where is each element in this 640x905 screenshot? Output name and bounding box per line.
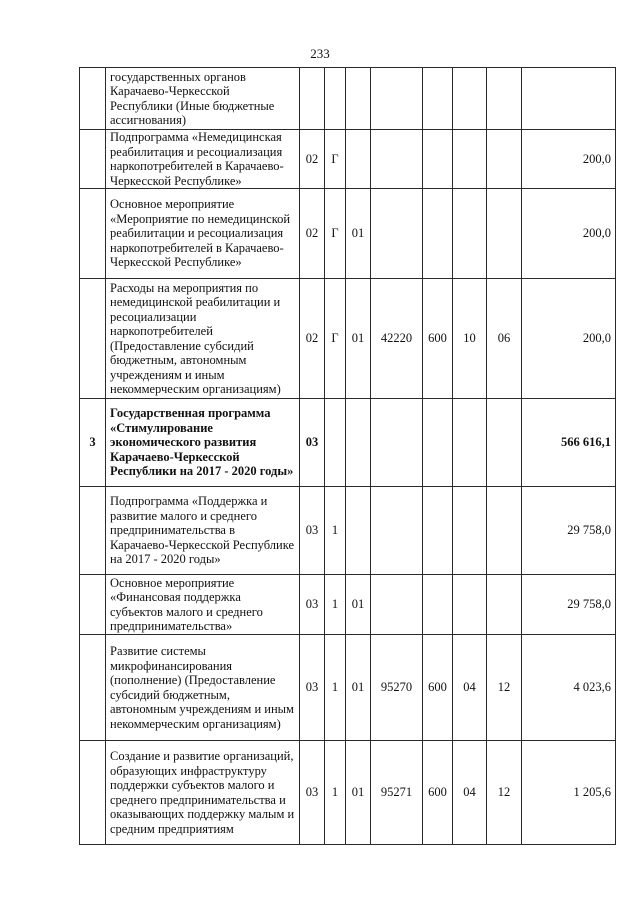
row-number: [80, 68, 106, 130]
code-direction: [371, 575, 423, 635]
table-row: [80, 575, 616, 635]
table-row: [80, 130, 616, 189]
code-direction: 95270: [371, 635, 423, 741]
row-amount: 566 616,1: [522, 399, 616, 487]
code-program: 02: [300, 130, 325, 189]
row-number: [80, 189, 106, 279]
code-subprogram: Г: [325, 130, 346, 189]
code-subsection: [487, 130, 522, 189]
row-amount: [522, 68, 616, 130]
code-expense-type: [423, 575, 453, 635]
code-section: [453, 189, 487, 279]
code-subprogram: Г: [325, 279, 346, 399]
row-name: Подпрограмма «Поддержка и развитие малого и среднего предпринимательства в Карачаево-Черкесской Республике на 2017 - 2020 годы»: [106, 487, 300, 575]
code-event: 01: [346, 575, 371, 635]
row-name: Подпрограмма «Немедицинская реабилитация и ресоциализация наркопотребителей в Карачаево-Черкесской Республике»: [106, 130, 300, 189]
code-program: [300, 68, 325, 130]
code-direction: 42220: [371, 279, 423, 399]
code-expense-type: 600: [423, 635, 453, 741]
row-number: 3: [80, 399, 106, 487]
code-section: [453, 487, 487, 575]
budget-table-body: [80, 68, 616, 845]
row-number: [80, 279, 106, 399]
code-expense-type: [423, 68, 453, 130]
row-amount: 29 758,0: [522, 575, 616, 635]
row-name: Расходы на мероприятия по немедицинской реабилитации и ресоциализации наркопотребителей (Предоставление субсидий бюджетным, автономным учреждениям и иным некоммерческим организациям): [106, 279, 300, 399]
row-name: Создание и развитие организаций, образующих инфраструктуру поддержки субъектов малого и среднего предпринимательства и оказывающих поддержку малым и средним предприятиям: [106, 741, 300, 845]
row-amount: 1 205,6: [522, 741, 616, 845]
row-number: [80, 130, 106, 189]
code-section: [453, 399, 487, 487]
row-number: [80, 487, 106, 575]
code-subsection: [487, 189, 522, 279]
table-row: [80, 279, 616, 399]
code-subsection: 06: [487, 279, 522, 399]
code-subsection: 12: [487, 635, 522, 741]
code-expense-type: 600: [423, 741, 453, 845]
code-direction: [371, 487, 423, 575]
code-expense-type: 600: [423, 279, 453, 399]
code-expense-type: [423, 189, 453, 279]
code-section: [453, 68, 487, 130]
code-subsection: [487, 487, 522, 575]
code-program: 03: [300, 741, 325, 845]
code-event: [346, 68, 371, 130]
row-name: Основное мероприятие «Мероприятие по немедицинской реабилитации и ресоциализация наркопотребителей в Карачаево-Черкесской Республике»: [106, 189, 300, 279]
code-event: [346, 487, 371, 575]
row-number: [80, 635, 106, 741]
code-subprogram: 1: [325, 635, 346, 741]
row-amount: 200,0: [522, 189, 616, 279]
row-name: государственных органов Карачаево-Черкесской Республики (Иные бюджетные ассигнования): [106, 68, 300, 130]
code-subsection: [487, 399, 522, 487]
code-direction: [371, 189, 423, 279]
code-direction: 95271: [371, 741, 423, 845]
code-event: 01: [346, 635, 371, 741]
code-event: 01: [346, 741, 371, 845]
code-subprogram: [325, 399, 346, 487]
code-program: 03: [300, 487, 325, 575]
code-subprogram: 1: [325, 741, 346, 845]
row-amount: 200,0: [522, 130, 616, 189]
code-expense-type: [423, 399, 453, 487]
code-expense-type: [423, 487, 453, 575]
code-program: 02: [300, 189, 325, 279]
row-number: [80, 741, 106, 845]
code-program: 03: [300, 635, 325, 741]
code-event: 01: [346, 279, 371, 399]
row-name: Основное мероприятие «Финансовая поддержка субъектов малого и среднего предпринимательства»: [106, 575, 300, 635]
table-row: [80, 635, 616, 741]
code-subprogram: Г: [325, 189, 346, 279]
row-name: Развитие системы микрофинансирования (пополнение) (Предоставление субсидий бюджетным, автономным учреждениям и иным некоммерческим организациям): [106, 635, 300, 741]
code-expense-type: [423, 130, 453, 189]
code-program: 03: [300, 575, 325, 635]
table-row: [80, 399, 616, 487]
code-subprogram: 1: [325, 575, 346, 635]
table-row: [80, 68, 616, 130]
code-direction: [371, 130, 423, 189]
code-event: [346, 399, 371, 487]
code-direction: [371, 68, 423, 130]
code-program: 02: [300, 279, 325, 399]
code-subprogram: 1: [325, 487, 346, 575]
code-program: 03: [300, 399, 325, 487]
code-subsection: [487, 68, 522, 130]
table-row: [80, 189, 616, 279]
page-number: 233: [310, 46, 330, 61]
table-row: [80, 487, 616, 575]
row-amount: 29 758,0: [522, 487, 616, 575]
code-subprogram: [325, 68, 346, 130]
code-subsection: [487, 575, 522, 635]
table-row: [80, 741, 616, 845]
code-direction: [371, 399, 423, 487]
row-amount: 4 023,6: [522, 635, 616, 741]
code-subsection: 12: [487, 741, 522, 845]
row-number: [80, 575, 106, 635]
row-name: Государственная программа «Стимулирование экономического развития Карачаево-Черкесской Республики на 2017 - 2020 годы»: [106, 399, 300, 487]
code-event: 01: [346, 189, 371, 279]
code-event: [346, 130, 371, 189]
code-section: [453, 575, 487, 635]
budget-table: [79, 67, 616, 845]
code-section: 04: [453, 741, 487, 845]
row-amount: 200,0: [522, 279, 616, 399]
code-section: [453, 130, 487, 189]
code-section: 04: [453, 635, 487, 741]
code-section: 10: [453, 279, 487, 399]
